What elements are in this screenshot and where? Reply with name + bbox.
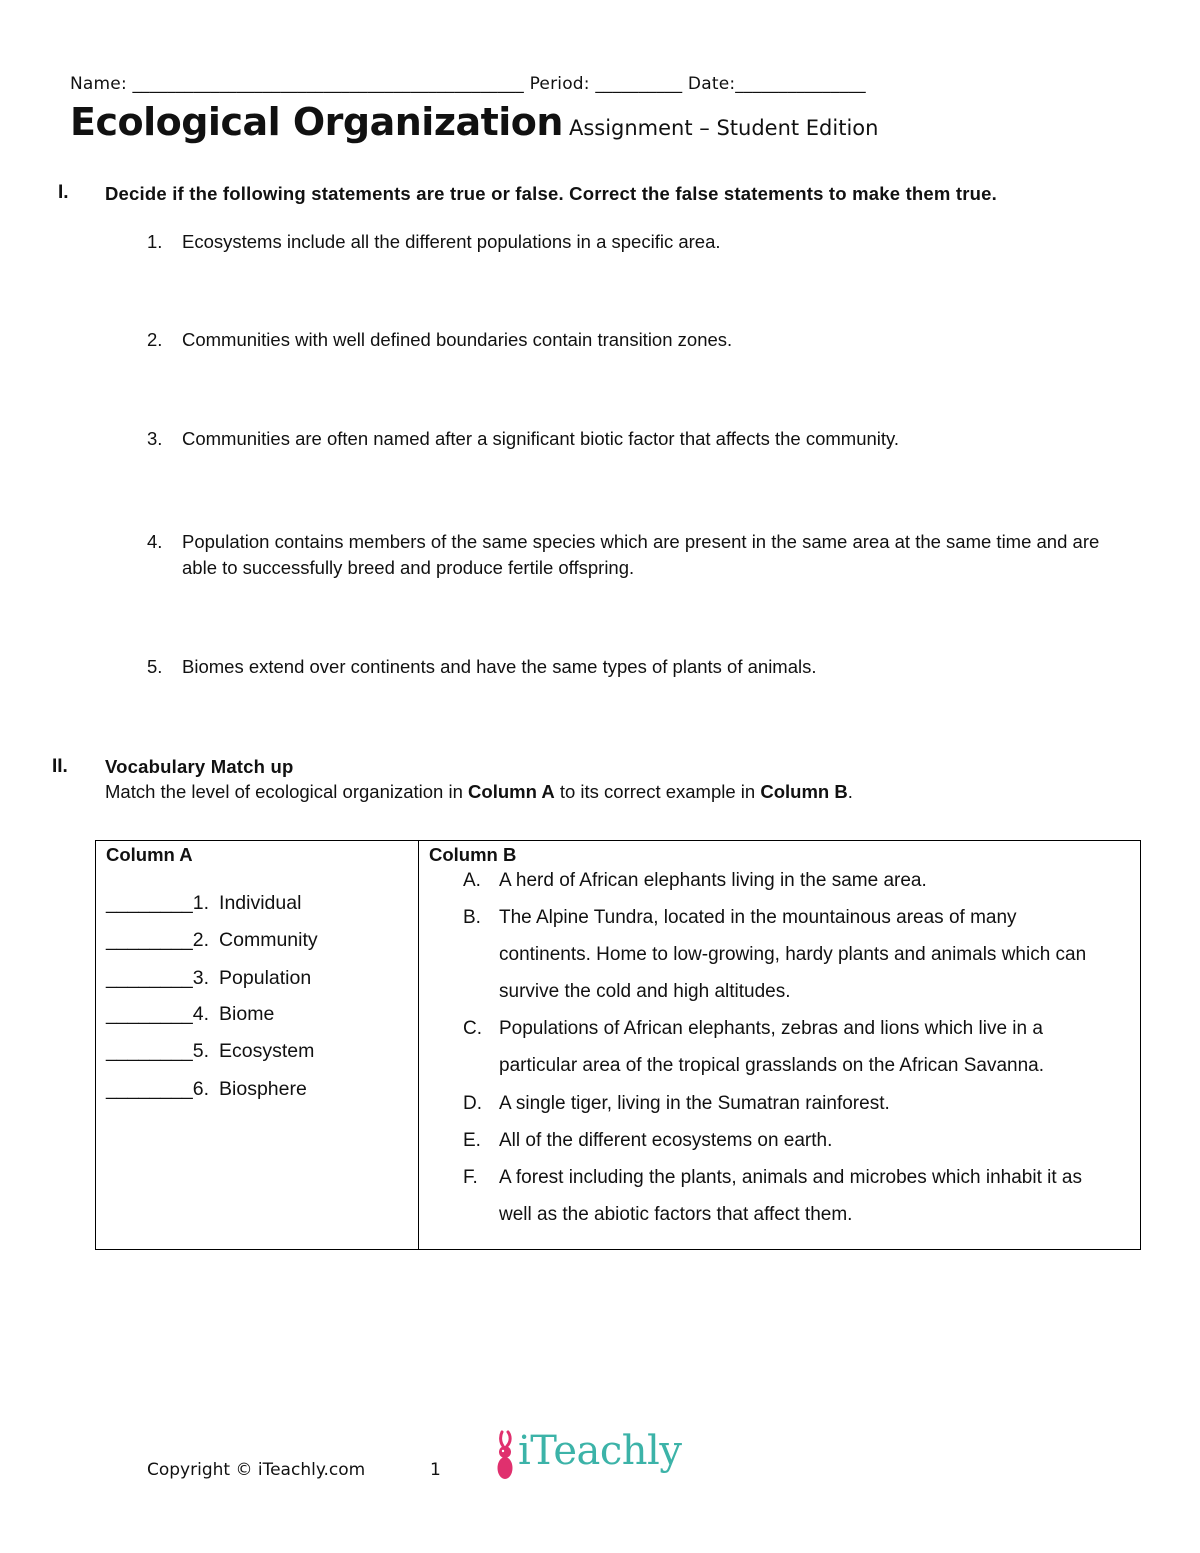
item-letter: D. xyxy=(463,1093,482,1114)
section-2-heading: Vocabulary Match up xyxy=(105,756,294,777)
item-letter: F. xyxy=(463,1167,478,1188)
term-label: Individual xyxy=(219,892,302,914)
column-a-item-2 xyxy=(106,929,318,952)
answer-blank[interactable]: ________2. xyxy=(106,929,210,951)
item-text: The Alpine Tundra, located in the mountainous areas of many continents. Home to low-growing, hardy plants and animals which can survive the cold and high altitudes. xyxy=(499,907,1087,1002)
column-a-item-6 xyxy=(106,1078,307,1101)
item-text: A single tiger, living in the Sumatran rainforest. xyxy=(499,1093,890,1114)
term-label: Population xyxy=(219,967,312,989)
instruction-text: . xyxy=(847,781,853,802)
question-text: Communities are often named after a significant biotic factor that affects the community. xyxy=(182,428,900,449)
answer-blank[interactable]: ________3. xyxy=(106,967,210,989)
section-1-heading: Decide if the following statements are true or false. Correct the false statements to make them true. xyxy=(105,183,997,204)
term-label: Ecosystem xyxy=(219,1040,315,1062)
question-text: Ecosystems include all the different populations in a specific area. xyxy=(182,231,721,252)
column-b-item-e xyxy=(463,1122,1103,1159)
column-a-cell xyxy=(96,841,419,1250)
question-number: 5. xyxy=(147,656,163,677)
question-number: 4. xyxy=(147,531,163,552)
item-text: Populations of African elephants, zebras and lions which live in a particular area of the tropical grasslands on the African Savanna. xyxy=(499,1018,1044,1076)
answer-blank[interactable]: ________1. xyxy=(106,892,210,914)
term-label: Biome xyxy=(219,1003,275,1025)
instruction-text: Match the level of ecological organization in xyxy=(105,781,469,802)
column-b-item-b xyxy=(463,899,1103,1010)
student-info-line: Name: _____________________________________________ Period: __________ Date:_______________ xyxy=(70,74,866,94)
column-a-item-1 xyxy=(106,892,301,915)
question-number: 1. xyxy=(147,231,163,252)
column-b-header: Column B xyxy=(429,844,517,865)
page-number: 1 xyxy=(430,1460,441,1480)
item-letter: B. xyxy=(463,907,481,928)
item-letter: C. xyxy=(463,1018,482,1039)
question-text: Population contains members of the same species which are present in the same area at the same time and are able to successfully breed and produce fertile offspring. xyxy=(182,531,1100,578)
instruction-column-a: Column A xyxy=(468,781,555,802)
column-b-item-f xyxy=(463,1159,1103,1233)
matching-table xyxy=(95,840,1141,1250)
title-main: Ecological Organization xyxy=(70,100,563,144)
column-a-item-4 xyxy=(106,1003,274,1026)
item-letter: A. xyxy=(463,870,481,891)
item-letter: E. xyxy=(463,1130,481,1151)
footer-copyright: Copyright © iTeachly.com xyxy=(147,1460,366,1480)
term-label: Biosphere xyxy=(219,1078,307,1100)
logo-wordmark: iTeachly xyxy=(518,1428,682,1474)
question-number: 3. xyxy=(147,428,163,449)
instruction-column-b: Column B xyxy=(760,781,848,802)
question-text: Biomes extend over continents and have the same types of plants of animals. xyxy=(182,656,817,677)
item-text: A forest including the plants, animals and microbes which inhabit it as well as the abiotic factors that affect them. xyxy=(499,1167,1082,1225)
section-2-numeral: II. xyxy=(52,756,68,777)
question-number: 2. xyxy=(147,329,163,350)
column-b-item-c xyxy=(463,1010,1103,1084)
answer-blank[interactable]: ________4. xyxy=(106,1003,210,1025)
page-title xyxy=(70,100,878,144)
column-b-item-d xyxy=(463,1085,1103,1122)
answer-blank[interactable]: ________5. xyxy=(106,1040,210,1062)
column-a-item-3 xyxy=(106,967,311,990)
column-b-item-a xyxy=(463,862,1103,899)
section-1-numeral: I. xyxy=(58,182,69,203)
column-a-header: Column A xyxy=(106,844,193,865)
title-subtitle: Assignment – Student Edition xyxy=(568,116,879,140)
bunny-icon xyxy=(494,1430,520,1482)
item-text: A herd of African elephants living in the same area. xyxy=(499,870,927,891)
column-a-item-5 xyxy=(106,1040,314,1063)
term-label: Community xyxy=(219,929,318,951)
instruction-text: to its correct example in xyxy=(554,781,761,802)
answer-blank[interactable]: ________6. xyxy=(106,1078,210,1100)
section-2-instruction xyxy=(105,781,853,803)
item-text: All of the different ecosystems on earth. xyxy=(499,1130,833,1151)
column-b-cell xyxy=(419,841,1141,1250)
question-text: Communities with well defined boundaries contain transition zones. xyxy=(182,329,733,350)
